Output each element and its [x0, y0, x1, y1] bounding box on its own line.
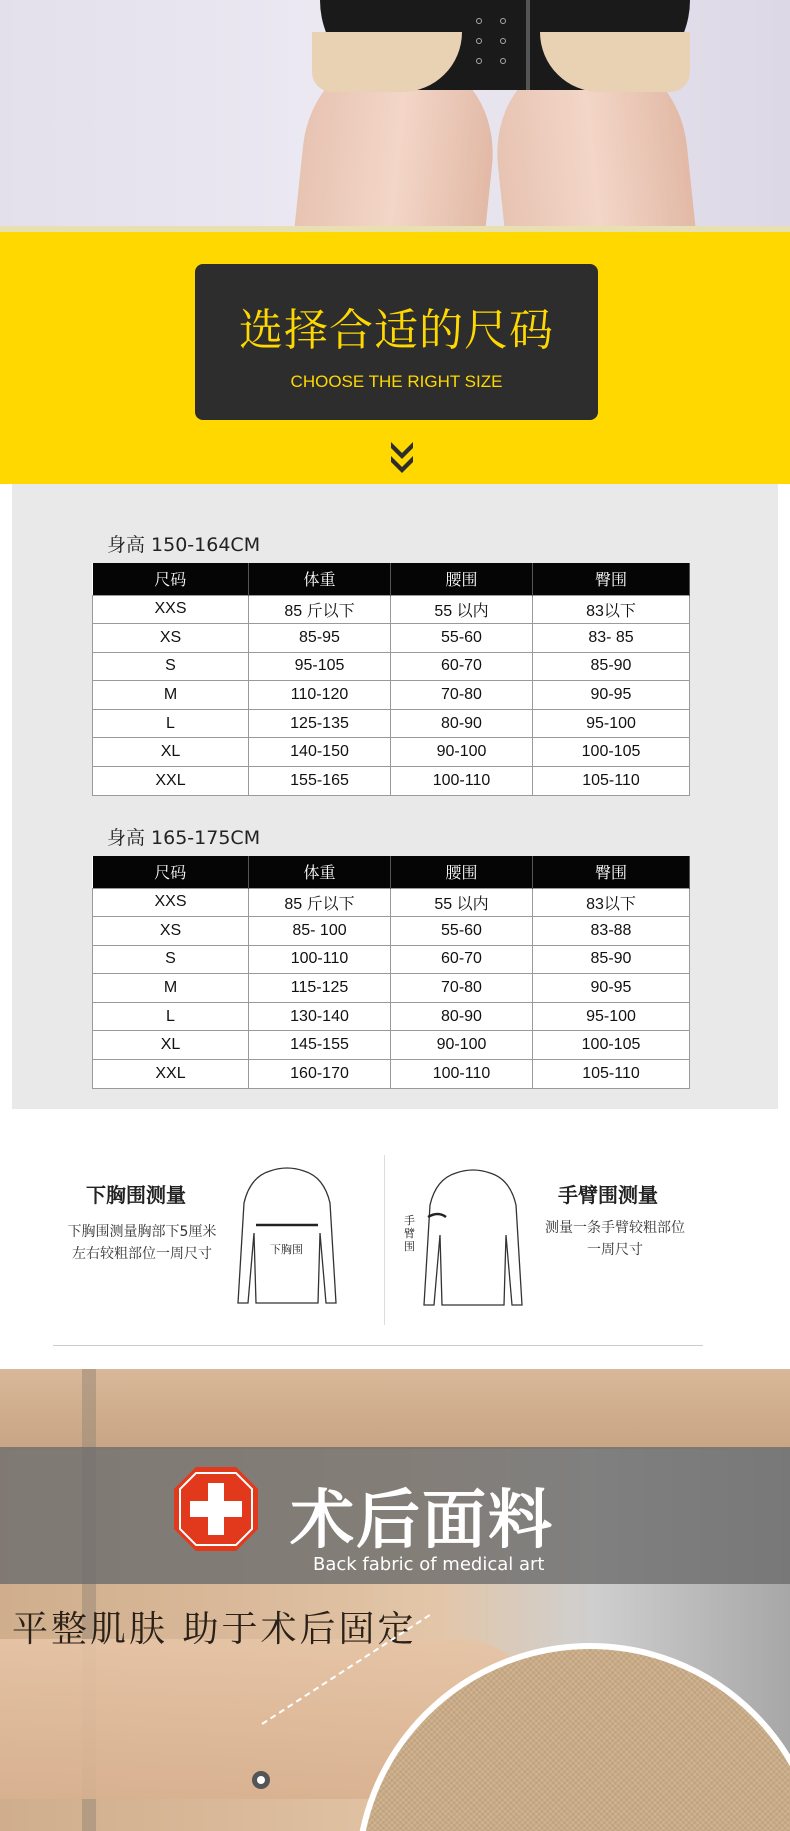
arm-desc-line1: 测量一条手臂较粗部位 — [545, 1220, 685, 1236]
chest-desc-line1: 下胸围测量胸部下5厘米 — [67, 1224, 217, 1240]
height-range-title: 身高 165-175CM — [107, 827, 261, 849]
table-row — [93, 595, 690, 624]
table-header-row — [93, 563, 690, 595]
banner-title-zh: 选择合适的尺码 — [239, 305, 554, 356]
hip-cell: 83以下 — [533, 888, 690, 917]
size-banner — [0, 232, 790, 484]
weight-cell: 85-95 — [249, 624, 391, 653]
waist-cell: 55-60 — [391, 917, 533, 946]
hip-cell: 83- 85 — [533, 624, 690, 653]
weight-cell: 85 斤以下 — [249, 888, 391, 917]
waist-cell: 70-80 — [391, 974, 533, 1003]
size-cell: S — [93, 652, 249, 681]
chest-figure-label: 下胸围 — [270, 1243, 303, 1256]
measurement-guide — [0, 1109, 790, 1369]
height-range-title: 身高 150-164CM — [107, 534, 261, 556]
chest-desc-line2: 左右较粗部位一周尺寸 — [72, 1246, 212, 1262]
weight-cell: 115-125 — [249, 974, 391, 1003]
size-cell: XXL — [93, 1060, 249, 1089]
size-cell: S — [93, 945, 249, 974]
hero-product-photo — [0, 0, 790, 232]
zoom-pointer-dot — [252, 1771, 270, 1789]
waist-cell: 70-80 — [391, 681, 533, 710]
size-cell: XL — [93, 738, 249, 767]
size-cell: XS — [93, 917, 249, 946]
arm-measure-desc — [530, 1217, 700, 1261]
table-row — [93, 652, 690, 681]
fabric-subtitle: Back fabric of medical art — [313, 1554, 545, 1575]
hip-cell: 105-110 — [533, 1060, 690, 1089]
hip-cell: 83以下 — [533, 595, 690, 624]
size-cell: M — [93, 974, 249, 1003]
waist-cell: 55 以内 — [391, 888, 533, 917]
table-row — [93, 767, 690, 796]
table-row — [93, 681, 690, 710]
waist-cell: 80-90 — [391, 1002, 533, 1031]
table-row — [93, 1031, 690, 1060]
table-header-row — [93, 856, 690, 888]
chest-measure-desc — [52, 1221, 232, 1265]
size-cell: L — [93, 709, 249, 738]
weight-cell: 140-150 — [249, 738, 391, 767]
header-hip: 臀围 — [533, 563, 690, 595]
size-chart-section — [12, 484, 778, 1109]
hip-cell: 90-95 — [533, 974, 690, 1003]
fabric-tagline: 平整肌肤 助于术后固定 — [12, 1609, 417, 1650]
weight-cell: 85- 100 — [249, 917, 391, 946]
size-table-165-175 — [92, 856, 690, 1089]
header-hip: 臀围 — [533, 856, 690, 888]
weight-cell: 130-140 — [249, 1002, 391, 1031]
table-row — [93, 917, 690, 946]
garment-zipper — [526, 0, 530, 90]
double-chevron-down-icon — [389, 440, 415, 476]
table-row — [93, 624, 690, 653]
guide-divider — [384, 1155, 385, 1325]
waist-cell: 55-60 — [391, 624, 533, 653]
hip-cell: 95-100 — [533, 709, 690, 738]
weight-cell: 145-155 — [249, 1031, 391, 1060]
arm-desc-line2: 一周尺寸 — [587, 1242, 643, 1258]
weight-cell: 110-120 — [249, 681, 391, 710]
hip-cell: 83-88 — [533, 917, 690, 946]
size-cell: XXL — [93, 767, 249, 796]
weight-cell: 160-170 — [249, 1060, 391, 1089]
table-row — [93, 1002, 690, 1031]
weight-cell: 125-135 — [249, 709, 391, 738]
waist-cell: 100-110 — [391, 1060, 533, 1089]
table-row — [93, 709, 690, 738]
table-row — [93, 738, 690, 767]
guide-bottom-divider — [53, 1345, 703, 1346]
fabric-top-shade — [0, 1369, 790, 1449]
table-row — [93, 888, 690, 917]
torso-arm-figure — [418, 1165, 528, 1315]
hip-cell: 100-105 — [533, 1031, 690, 1060]
hip-cell: 100-105 — [533, 738, 690, 767]
header-weight: 体重 — [249, 563, 391, 595]
size-banner-box — [195, 264, 598, 420]
size-cell: XXS — [93, 888, 249, 917]
size-cell: XXS — [93, 595, 249, 624]
hip-cell: 90-95 — [533, 681, 690, 710]
arm-measure-title: 手臂围测量 — [558, 1183, 658, 1207]
table-row — [93, 974, 690, 1003]
size-cell: L — [93, 1002, 249, 1031]
weight-cell: 95-105 — [249, 652, 391, 681]
size-cell: M — [93, 681, 249, 710]
medical-fabric-section — [0, 1369, 790, 1831]
header-size: 尺码 — [93, 563, 249, 595]
arm-figure-label: 手臂围 — [404, 1214, 415, 1253]
weight-cell: 100-110 — [249, 945, 391, 974]
hip-cell: 105-110 — [533, 767, 690, 796]
hip-cell: 85-90 — [533, 945, 690, 974]
header-weight: 体重 — [249, 856, 391, 888]
waist-cell: 80-90 — [391, 709, 533, 738]
waist-cell: 100-110 — [391, 767, 533, 796]
size-cell: XL — [93, 1031, 249, 1060]
fabric-title: 术后面料 — [290, 1484, 554, 1558]
waist-cell: 55 以内 — [391, 595, 533, 624]
hip-cell: 85-90 — [533, 652, 690, 681]
size-cell: XS — [93, 624, 249, 653]
weight-cell: 155-165 — [249, 767, 391, 796]
header-waist: 腰围 — [391, 856, 533, 888]
waist-cell: 60-70 — [391, 652, 533, 681]
weight-cell: 85 斤以下 — [249, 595, 391, 624]
waist-cell: 90-100 — [391, 738, 533, 767]
header-waist: 腰围 — [391, 563, 533, 595]
torso-chest-figure — [232, 1163, 342, 1313]
header-size: 尺码 — [93, 856, 249, 888]
table-row — [93, 945, 690, 974]
banner-title-en: CHOOSE THE RIGHT SIZE — [290, 372, 503, 391]
waist-cell: 60-70 — [391, 945, 533, 974]
medical-cross-icon — [172, 1465, 260, 1553]
size-table-150-164 — [92, 563, 690, 796]
hip-cell: 95-100 — [533, 1002, 690, 1031]
waist-cell: 90-100 — [391, 1031, 533, 1060]
chest-measure-title: 下胸围测量 — [86, 1183, 186, 1207]
hook-eye-closure — [470, 0, 530, 80]
table-row — [93, 1060, 690, 1089]
